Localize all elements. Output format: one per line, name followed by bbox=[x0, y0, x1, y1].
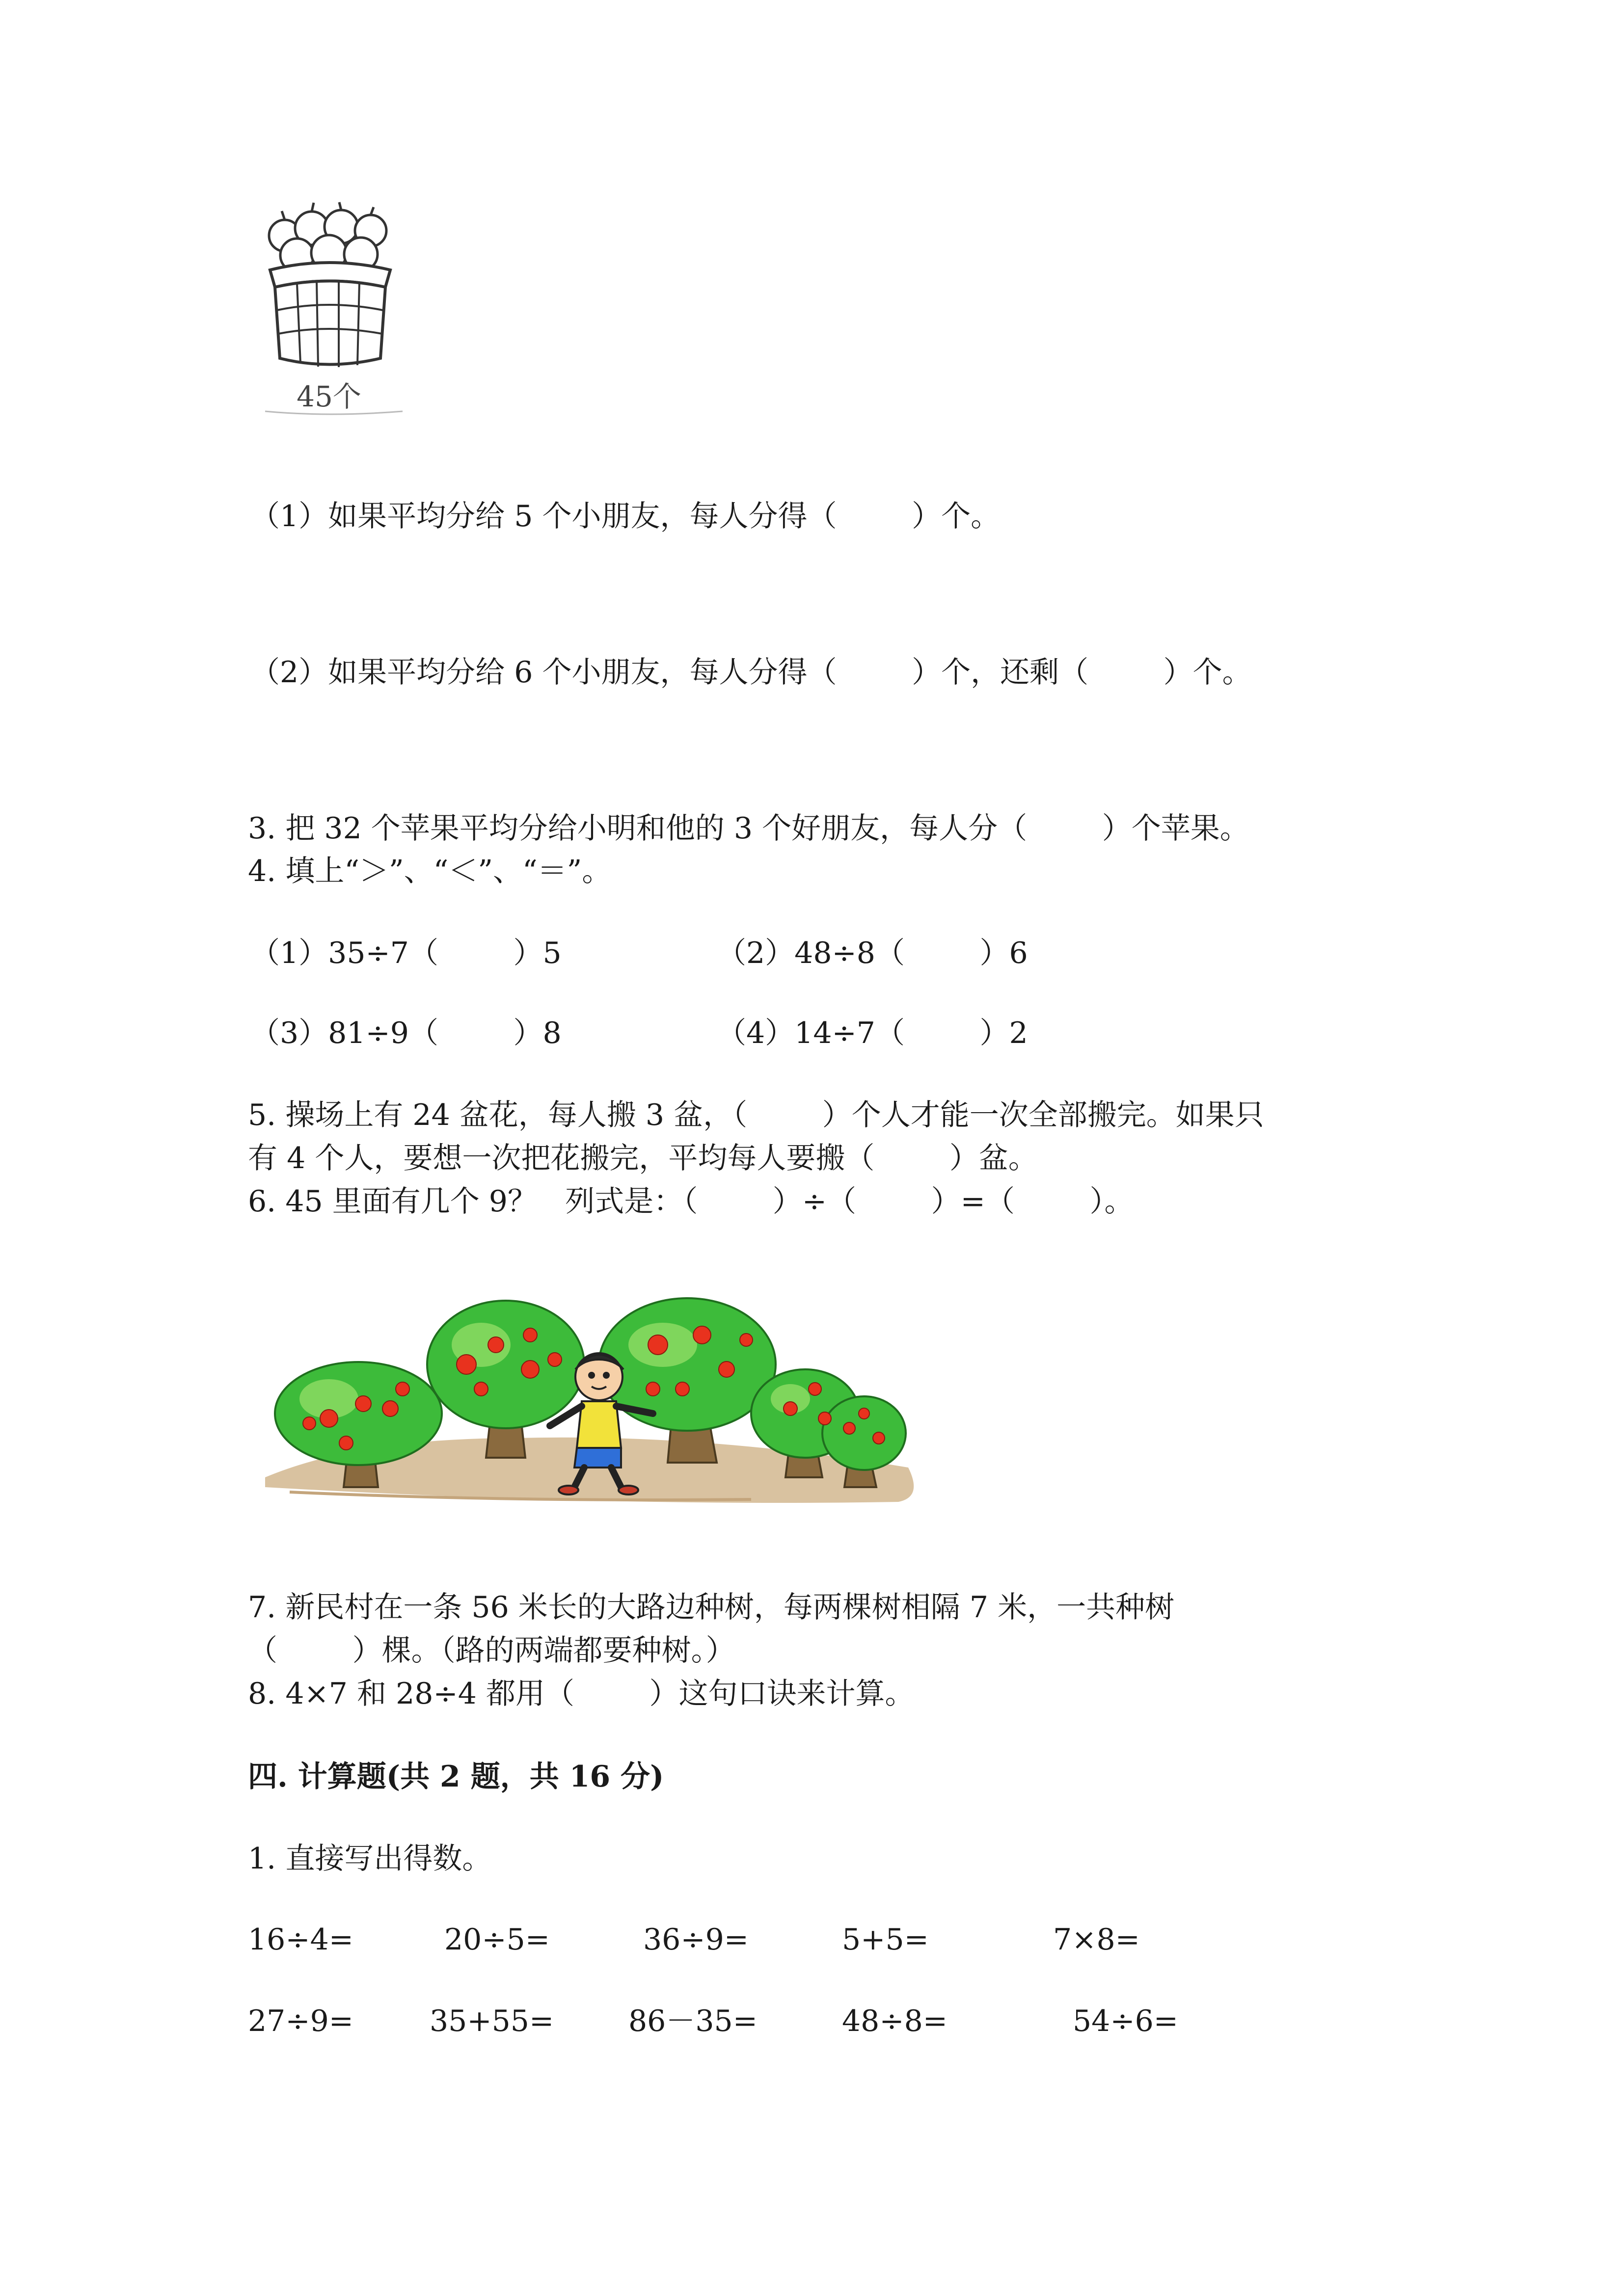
calc-item: 36÷9= bbox=[643, 1922, 749, 1957]
q4-item-1: （1）35÷7（ ）5 bbox=[250, 936, 562, 970]
q5-line-2: 有 4 个人，要想一次把花搬完，平均每人要搬（ ）盆。 bbox=[248, 1141, 1038, 1175]
q5-line-1: 5. 操场上有 24 盆花，每人搬 3 盆，（ ）个人才能一次全部搬完。如果只 bbox=[248, 1098, 1264, 1132]
calc-item: 5+5= bbox=[842, 1922, 929, 1957]
calc-title: 1. 直接写出得数。 bbox=[248, 1842, 492, 1876]
q2-sub1: （1）如果平均分给 5 个小朋友，每人分得（ ）个。 bbox=[250, 499, 1001, 534]
q3-text: 3. 把 32 个苹果平均分给小明和他的 3 个好朋友，每人分（ ）个苹果。 bbox=[248, 811, 1249, 846]
calc-item: 35+55= bbox=[430, 2004, 554, 2038]
q4-item-4: （4）14÷7（ ）2 bbox=[717, 1016, 1028, 1050]
calc-item: 27÷9= bbox=[248, 2004, 354, 2038]
q7-line-1: 7. 新民村在一条 56 米长的大路边种树，每两棵树相隔 7 米，一共种树 bbox=[248, 1590, 1175, 1625]
q4-item-2: （2）48÷8（ ）6 bbox=[717, 936, 1028, 970]
q6-text: 6. 45 里面有几个 9？ 列式是：（ ）÷（ ）=（ ）。 bbox=[248, 1184, 1134, 1219]
calc-item: 16÷4= bbox=[248, 1922, 354, 1957]
calc-item: 20÷5= bbox=[444, 1922, 550, 1957]
q4-item-3: （3）81÷9（ ）8 bbox=[250, 1016, 562, 1050]
q4-title: 4. 填上“＞”、“＜”、“＝”。 bbox=[248, 854, 612, 888]
calc-item: 86－35= bbox=[628, 2004, 758, 2038]
apple-basket-illustration bbox=[255, 201, 412, 417]
calc-item: 48÷8= bbox=[842, 2004, 948, 2038]
orchard-boy-illustration bbox=[260, 1291, 943, 1512]
basket-count-label: 45个 bbox=[297, 380, 361, 413]
section-4-title: 四. 计算题(共 2 题，共 16 分) bbox=[248, 1760, 664, 1794]
calc-item: 7×8= bbox=[1053, 1922, 1140, 1957]
q2-sub2: （2）如果平均分给 6 个小朋友，每人分得（ ）个，还剩（ ）个。 bbox=[250, 655, 1252, 690]
q7-line-2: （ ）棵。（路的两端都要种树。） bbox=[248, 1633, 735, 1668]
q8-text: 8. 4×7 和 28÷4 都用（ ）这句口诀来计算。 bbox=[248, 1677, 915, 1711]
calc-item: 54÷6= bbox=[1073, 2004, 1179, 2038]
